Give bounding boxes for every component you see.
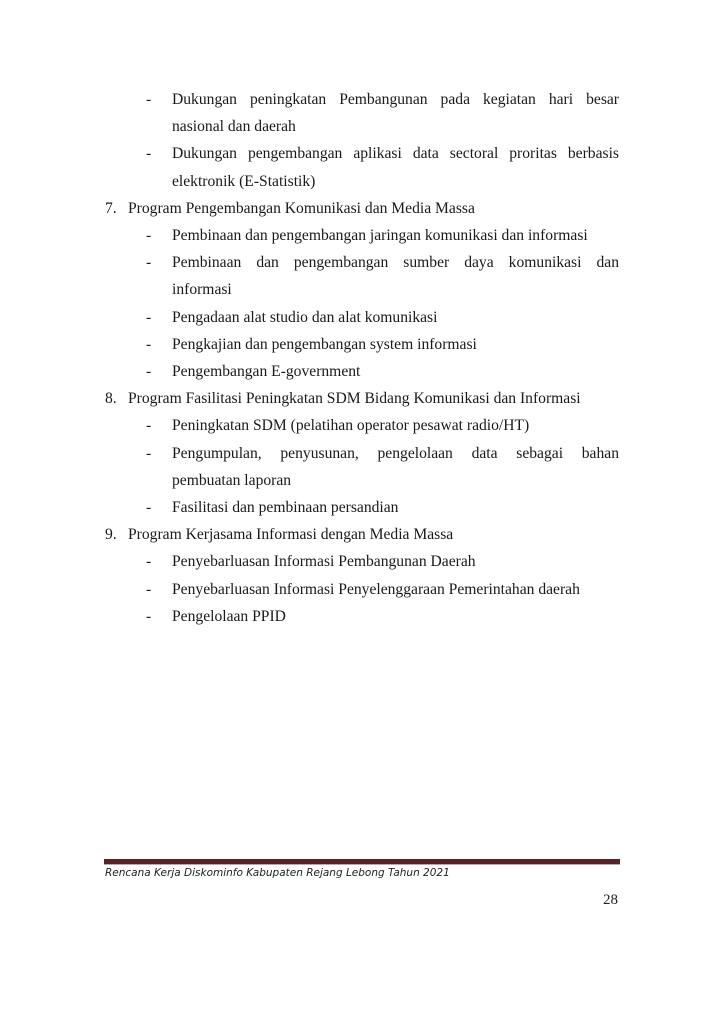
list-item-line: Pengembangan E-government xyxy=(172,363,361,381)
list-item xyxy=(105,494,619,521)
bullet-dash: - xyxy=(146,499,152,517)
list-item-line: pembuatan laporan xyxy=(172,471,292,489)
program-title: Program Kerjasama Informasi dengan Media Massa xyxy=(128,526,454,544)
list-item-line: informasi xyxy=(172,281,232,299)
program-number: 8. xyxy=(105,390,117,408)
bullet-dash: - xyxy=(146,145,152,163)
bullet-dash: - xyxy=(146,607,152,625)
page-number: 28 xyxy=(603,892,618,908)
footer-rule xyxy=(104,859,620,865)
list-item-line: Pengadaan alat studio dan alat komunikasi xyxy=(172,308,438,326)
program-title: Program Fasilitasi Peningkatan SDM Bidang Komunikasi dan Informasi xyxy=(128,390,581,408)
list-item-line: Dukungan peningkatan Pembangunan pada kegiatan hari besar xyxy=(172,91,619,108)
bullet-dash: - xyxy=(146,308,152,326)
list-item xyxy=(105,249,619,303)
program-number: 9. xyxy=(105,526,117,544)
program-heading xyxy=(105,195,619,222)
list-item xyxy=(105,358,619,385)
list-item xyxy=(105,603,619,630)
list-item-line: Pembinaan dan pengembangan jaringan komunikasi dan informasi xyxy=(172,227,588,245)
list-item xyxy=(105,440,619,494)
list-item-line: Peningkatan SDM (pelatihan operator pesawat radio/HT) xyxy=(172,417,530,435)
list-item-line: Pembinaan dan pengembangan sumber daya komunikasi dan xyxy=(172,254,619,272)
list-item xyxy=(105,222,619,249)
list-item xyxy=(105,86,619,140)
program-number: 7. xyxy=(105,199,117,217)
program-title: Program Pengembangan Komunikasi dan Media Massa xyxy=(128,199,475,217)
bullet-dash: - xyxy=(146,254,152,272)
bullet-dash: - xyxy=(146,580,152,598)
list-item xyxy=(105,412,619,439)
bullet-dash: - xyxy=(146,91,152,108)
program-heading xyxy=(105,521,619,548)
list-item-line: elektronik (E-Statistik) xyxy=(172,172,316,190)
list-item-line: nasional dan daerah xyxy=(172,118,296,136)
bullet-dash: - xyxy=(146,363,152,381)
bullet-dash: - xyxy=(146,553,152,571)
footer-text: Rencana Kerja Diskominfo Kabupaten Rejang Lebong Tahun 2021 xyxy=(105,867,450,879)
bullet-dash: - xyxy=(146,417,152,435)
list-item xyxy=(105,304,619,331)
list-item xyxy=(105,140,619,194)
list-item xyxy=(105,576,619,603)
list-item-line: Pengelolaan PPID xyxy=(172,607,286,625)
bullet-dash: - xyxy=(146,227,152,245)
list-item-line: Pengumpulan, penyusunan, pengelolaan data sebagai bahan xyxy=(172,444,619,462)
list-item-line: Fasilitasi dan pembinaan persandian xyxy=(172,499,399,517)
list-item-line: Penyebarluasan Informasi Pembangunan Daerah xyxy=(172,553,476,571)
list-item xyxy=(105,331,619,358)
list-item-line: Pengkajian dan pengembangan system informasi xyxy=(172,335,477,353)
page-content xyxy=(105,86,619,630)
program-heading xyxy=(105,385,619,412)
bullet-dash: - xyxy=(146,444,152,462)
list-item-line: Penyebarluasan Informasi Penyelenggaraan Pemerintahan daerah xyxy=(172,580,580,598)
list-item xyxy=(105,548,619,575)
bullet-dash: - xyxy=(146,335,152,353)
list-item-line: Dukungan pengembangan aplikasi data sectoral proritas berbasis xyxy=(172,145,619,163)
